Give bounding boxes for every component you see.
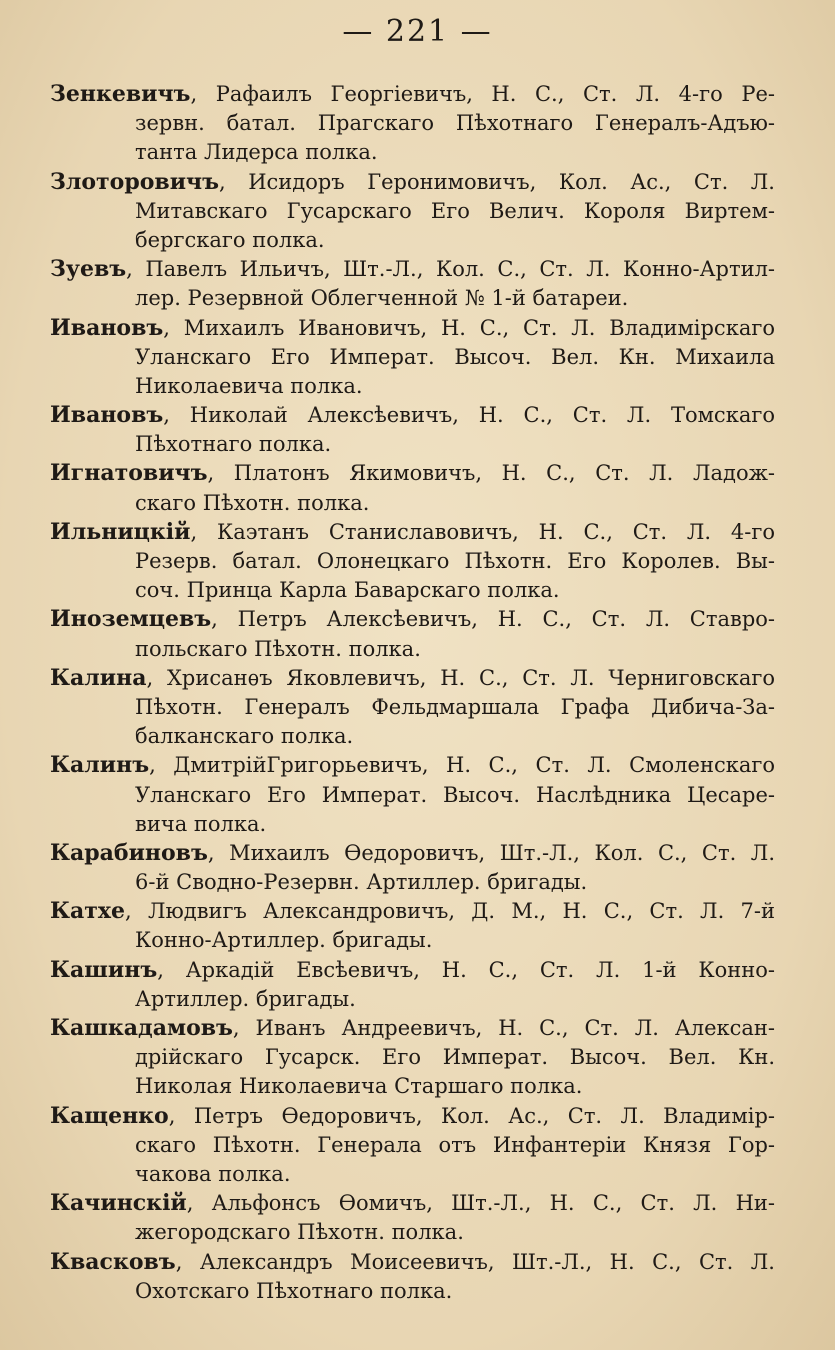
entry-continuation-line [50, 343, 775, 372]
entry [50, 168, 775, 256]
entry-surname: Зуевъ [50, 256, 127, 283]
entry-surname: Качинскій [50, 1190, 187, 1217]
entry-text: ДмитрійГригорьевичъ, Н. С., Ст. Л. Смоленскаго [173, 753, 775, 778]
entry-continuation-line [50, 547, 775, 576]
entry-surname: Иноземцевъ [50, 606, 212, 633]
entry-text: вича полка. [135, 811, 267, 836]
entry [50, 897, 775, 955]
entry [50, 255, 775, 313]
entry-surname: Катхе [50, 898, 126, 925]
entry-text: зервн. батал. Прагскаго Пѣхотнаго Генералъ-Адъю- [135, 111, 775, 136]
entry-surname: Ивановъ [50, 402, 164, 429]
entry-text: Каэтанъ Станиславовичъ, Н. С., Ст. Л. 4-го [216, 519, 775, 544]
entry-continuation-line [50, 693, 775, 722]
entry [50, 80, 775, 168]
entry-continuation-line [50, 1131, 775, 1160]
entry [50, 314, 775, 402]
entry [50, 401, 775, 459]
entry-text: Уланскаго Его Императ. Высоч. Наслѣдника Цесаре- [135, 782, 775, 807]
entry [50, 518, 775, 606]
entry-first-line: Игнатовичъ, Платонъ Якимовичъ, Н. С., Ст. Л. Ладож- [50, 460, 775, 487]
entry-first-line: Зуевъ, Павелъ Ильичъ, Шт.-Л., Кол. С., Ст. Л. Конно-Артил- [50, 256, 775, 283]
entry-text: дрійскаго Гусарск. Его Императ. Высоч. Вел. Кн. [135, 1045, 775, 1070]
entry [50, 751, 775, 839]
entry-text: скаго Пѣхотн. Генерала отъ Инфантеріи Князя Гор- [135, 1132, 775, 1157]
entry-surname: Зенкевичъ [50, 81, 191, 107]
entry-continuation-line [50, 430, 775, 459]
entry-continuation-line [50, 722, 775, 751]
entry-continuation-line [50, 226, 775, 255]
entry-surname: Кащенко [50, 1102, 169, 1129]
entry-continuation-line [50, 926, 775, 955]
entry-text: чакова полка. [135, 1161, 291, 1186]
entry-surname: Игнатовичъ [50, 460, 208, 487]
entry-surname: Карабиновъ [50, 839, 208, 866]
entry-text: Николай Алексѣевичъ, Н. С., Ст. Л. Томскаго [189, 403, 775, 428]
entry-text: Михаилъ Ивановичъ, Н. С., Ст. Л. Владимірскаго [183, 315, 775, 340]
entry-text: Николаевича полка. [135, 373, 363, 398]
entry-list [50, 80, 775, 1306]
entry-text: Александръ Моисеевичъ, Шт.-Л., Н. С., Ст. Л. [199, 1249, 775, 1274]
entry-text: Аркадій Евсѣевичъ, Н. С., Ст. Л. 1-й Конно- [185, 957, 775, 982]
entry-first-line: Качинскій, Альфонсъ Ѳомичъ, Шт.-Л., Н. С., Ст. Л. Ни- [50, 1190, 775, 1217]
entry-continuation-line [50, 985, 775, 1014]
entry-text: Резерв. батал. Олонецкаго Пѣхотн. Его Королев. Вы- [135, 549, 775, 573]
entry-continuation-line [50, 284, 775, 313]
entry-first-line: Калина, Хрисанѳъ Яковлевичъ, Н. С., Ст. Л. Черниговскаго [50, 664, 775, 691]
entry-text: балканскаго полка. [135, 724, 354, 749]
entry [50, 459, 775, 517]
entry-text: Уланскаго Его Императ. Высоч. Вел. Кн. Михаила [135, 344, 775, 369]
entry-text: Николая Николаевича Старшаго полка. [135, 1074, 583, 1099]
entry-text: Михаилъ Ѳедоровичъ, Шт.-Л., Кол. С., Ст. Л. [229, 840, 775, 865]
entry-surname: Квасковъ [50, 1248, 176, 1275]
entry-text: польскаго Пѣхотн. полка. [135, 636, 421, 661]
entry-first-line: Кашкадамовъ, Иванъ Андреевичъ, Н. С., Ст. Л. Алексан- [50, 1015, 775, 1041]
entry-text: соч. Принца Карла Баварскаго полка. [135, 578, 560, 603]
entry-first-line: Злоторовичъ, Исидоръ Геронимовичъ, Кол. Ас., Ст. Л. [50, 168, 775, 195]
entry-surname: Кашкадамовъ [50, 1015, 233, 1041]
entry-text: Платонъ Якимовичъ, Н. С., Ст. Л. Ладож- [233, 461, 775, 486]
entry-continuation-line [50, 372, 775, 401]
entry-continuation-line [50, 1072, 775, 1101]
entry-text: жегородскаго Пѣхотн. полка. [135, 1220, 464, 1245]
entry [50, 839, 775, 897]
entry-first-line: Карабиновъ, Михаилъ Ѳедоровичъ, Шт.-Л., Кол. С., Ст. Л. [50, 839, 775, 866]
entry-surname: Кашинъ [50, 956, 158, 983]
entry-surname: Злоторовичъ [50, 168, 219, 195]
page-number: — 221 — [342, 14, 493, 49]
entry [50, 956, 775, 1014]
entry-text: Пѣхотн. Генералъ Фельдмаршала Графа Дибича-За- [135, 694, 775, 719]
entry-text: Исидоръ Геронимовичъ, Кол. Ас., Ст. Л. [248, 169, 775, 194]
entry-first-line: Иноземцевъ, Петръ Алексѣевичъ, Н. С., Ст. Л. Ставро- [50, 606, 775, 633]
entry-text: 6-й Сводно-Резервн. Артиллер. бригады. [135, 870, 588, 895]
entry-text: Пѣхотнаго полка. [135, 432, 332, 457]
entry-first-line: Кашинъ, Аркадій Евсѣевичъ, Н. С., Ст. Л. 1-й Конно- [50, 956, 775, 983]
entry-continuation-line [50, 138, 775, 167]
entry-text: Альфонсъ Ѳомичъ, Шт.-Л., Н. С., Ст. Л. Ни- [211, 1191, 775, 1216]
entry-continuation-line [50, 1218, 775, 1247]
entry-text: танта Лидерса полка. [135, 140, 378, 165]
entry-first-line: Зенкевичъ, Рафаилъ Георгіевичъ, Н. С., Ст. Л. 4-го Ре- [50, 81, 775, 107]
entry-text: Петръ Алексѣевичъ, Н. С., Ст. Л. Ставро- [237, 607, 775, 632]
entry-continuation-line [50, 197, 775, 226]
entry-first-line: Квасковъ, Александръ Моисеевичъ, Шт.-Л., Н. С., Ст. Л. [50, 1248, 775, 1275]
entry [50, 664, 775, 752]
entry [50, 1014, 775, 1102]
entry-text: бергскаго полка. [135, 227, 325, 252]
entry-text: Иванъ Андреевичъ, Н. С., Ст. Л. Алексан- [255, 1016, 775, 1040]
entry-continuation-line [50, 810, 775, 839]
entry-continuation-line [50, 635, 775, 664]
entry-text: Рафаилъ Георгіевичъ, Н. С., Ст. Л. 4-го Ре- [215, 82, 775, 106]
entry-text: Артиллер. бригады. [135, 986, 356, 1011]
entry-continuation-line [50, 489, 775, 518]
entry-first-line: Ивановъ, Николай Алексѣевичъ, Н. С., Ст. Л. Томскаго [50, 402, 775, 429]
entry-first-line: Катхе, Людвигъ Александровичъ, Д. М., Н. С., Ст. Л. 7-й [50, 898, 775, 925]
entry-first-line: Калинъ, ДмитрійГригорьевичъ, Н. С., Ст. Л. Смоленскаго [50, 752, 775, 779]
entry-continuation-line [50, 781, 775, 810]
entry-surname: Ивановъ [50, 314, 164, 341]
entry [50, 1102, 775, 1190]
entry-continuation-line [50, 1043, 775, 1072]
entry-continuation-line [50, 576, 775, 605]
entry-text: Конно-Артиллер. бригады. [135, 928, 433, 953]
entry [50, 1248, 775, 1306]
entry-surname: Калинъ [50, 752, 150, 779]
entry-first-line: Ивановъ, Михаилъ Ивановичъ, Н. С., Ст. Л. Владимірскаго [50, 314, 775, 341]
entry-first-line: Ильницкій, Каэтанъ Станиславовичъ, Н. С., Ст. Л. 4-го [50, 518, 775, 545]
entry-text: Охотскаго Пѣхотнаго полка. [135, 1278, 453, 1303]
entry-surname: Ильницкій [50, 518, 191, 545]
entry-first-line: Кащенко, Петръ Ѳедоровичъ, Кол. Ас., Ст. Л. Владимір- [50, 1102, 775, 1129]
entry-text: скаго Пѣхотн. полка. [135, 490, 370, 515]
entry-text: Петръ Ѳедоровичъ, Кол. Ас., Ст. Л. Владимір- [193, 1103, 775, 1128]
entry-text: Людвигъ Александровичъ, Д. М., Н. С., Ст. Л. 7-й [147, 899, 775, 924]
entry-text: Хрисанѳъ Яковлевичъ, Н. С., Ст. Л. Черниговскаго [166, 665, 775, 690]
entry [50, 605, 775, 663]
entry-continuation-line [50, 1160, 775, 1189]
entry [50, 1189, 775, 1247]
entry-continuation-line [50, 1277, 775, 1306]
entry-text: лер. Резервной Облегченной № 1-й батареи. [135, 286, 629, 311]
entry-continuation-line [50, 868, 775, 897]
entry-continuation-line [50, 109, 775, 138]
entry-text: Павелъ Ильичъ, Шт.-Л., Кол. С., Ст. Л. Конно-Артил- [145, 257, 775, 282]
entry-surname: Калина [50, 664, 147, 691]
entry-text: Митавскаго Гусарскаго Его Велич. Короля Виртем- [135, 198, 775, 223]
